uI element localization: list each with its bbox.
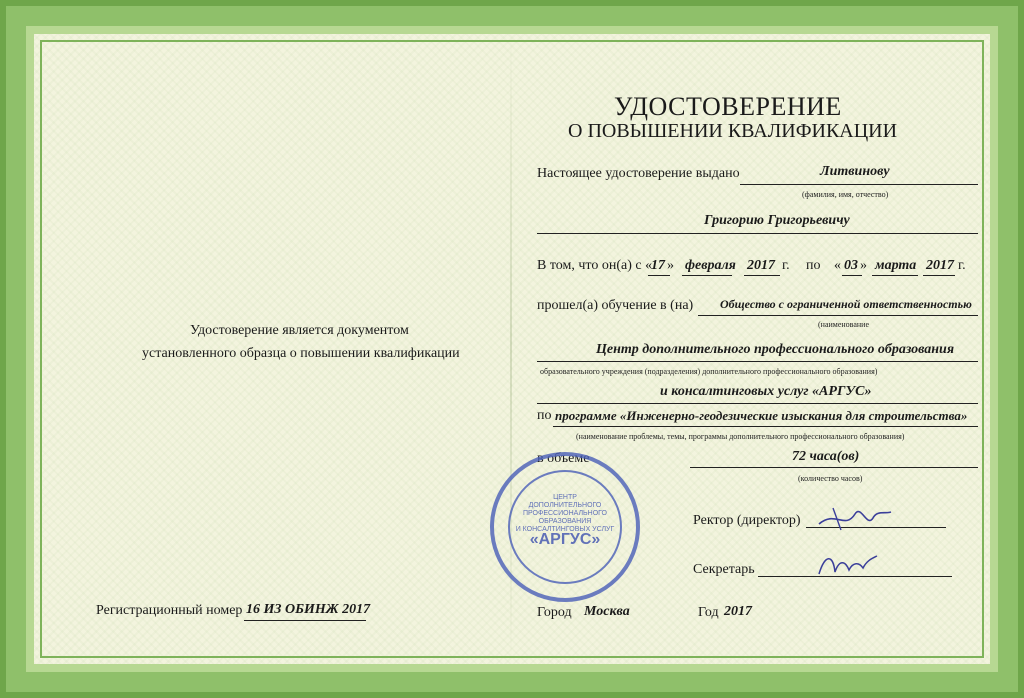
volume-label: в объеме — [537, 451, 590, 466]
rector-label: Ректор (директор) — [693, 513, 801, 528]
trained-label: прошел(а) обучение в (на) — [537, 298, 694, 313]
seal-text-4: ОБРАЗОВАНИЯ — [538, 518, 592, 525]
year-from: 2017 — [747, 258, 775, 273]
program-underline — [553, 426, 978, 427]
hours-value: 72 часа(ов) — [792, 449, 860, 464]
org-line1-underline — [698, 315, 978, 316]
year-from-underline — [744, 275, 780, 276]
seal-name: «АРГУС» — [529, 531, 601, 548]
quote-close-1: » — [667, 258, 674, 273]
issued-label: Настоящее удостоверение выдано — [537, 166, 740, 181]
organization-seal — [490, 452, 640, 602]
month-from: февраля — [685, 258, 736, 273]
rector-signature — [815, 500, 895, 534]
registration-underline — [244, 620, 366, 621]
month-from-underline — [682, 275, 732, 276]
day-to: 03 — [844, 258, 858, 273]
day-to-underline — [842, 275, 862, 276]
month-to-underline — [872, 275, 918, 276]
seal-text-1: ЦЕНТР — [553, 494, 577, 501]
org-line3-underline — [537, 403, 978, 404]
left-description-line2: установленного образца о повышении квалификации — [142, 346, 460, 361]
quote-close-2: » — [860, 258, 867, 273]
org-line1: Общество с ограниченной ответственностью — [720, 297, 972, 311]
surname-caption: (фамилия, имя, отчество) — [802, 190, 889, 199]
name-underline — [537, 233, 978, 234]
seal-text-2: ДОПОЛНИТЕЛЬНОГО — [528, 502, 602, 509]
month-to: марта — [875, 258, 917, 273]
city-value: Москва — [584, 604, 630, 619]
quote-open-2: « — [834, 258, 841, 273]
year-suffix-1: г. — [782, 258, 790, 273]
certificate-title: УДОСТОВЕРЕНИЕ — [614, 92, 842, 121]
year-to-underline — [923, 275, 955, 276]
hours-caption: (количество часов) — [798, 474, 863, 483]
org-caption1: (наименование — [818, 320, 870, 329]
po-label: по — [806, 258, 821, 273]
surname-underline — [740, 184, 978, 185]
program-prefix: по — [537, 408, 552, 423]
org-line2-underline — [537, 361, 978, 362]
city-label: Город — [537, 605, 572, 620]
year-to: 2017 — [926, 258, 954, 273]
year-value: 2017 — [724, 604, 752, 619]
year-suffix-2: г. — [958, 258, 966, 273]
org-line3: и консалтинговых услуг «АРГУС» — [660, 384, 872, 399]
program-caption: (наименование проблемы, темы, программы дополнительного профессионального образования) — [576, 432, 905, 441]
registration-number: 16 ИЗ ОБИНЖ 2017 — [246, 602, 371, 617]
seal-text-5: И КОНСАЛТИНГОВЫХ УСЛУГ — [515, 526, 615, 533]
hours-underline — [690, 467, 978, 468]
certificate-subtitle: О ПОВЫШЕНИИ КВАЛИФИКАЦИИ — [568, 120, 898, 142]
secretary-label: Секретарь — [693, 562, 755, 577]
org-line2: Центр дополнительного профессионального образования — [596, 342, 955, 357]
registration-label: Регистрационный номер — [96, 603, 243, 618]
period-prefix: В том, что он(а) с « — [537, 258, 653, 273]
program-name: программе «Инженерно-геодезические изыскания для строительства» — [555, 408, 968, 423]
year-label: Год — [698, 605, 719, 620]
recipient-surname: Литвинову — [820, 164, 890, 179]
org-caption2: образовательного учреждения (подразделения) дополнительного профессионального образования) — [540, 367, 878, 376]
day-from: 17 — [651, 258, 665, 273]
recipient-name: Григорию Григорьевичу — [704, 213, 850, 228]
seal-text-3: ПРОФЕССИОНАЛЬНОГО — [523, 510, 607, 517]
secretary-signature — [815, 548, 879, 580]
left-description-line1: Удостоверение является документом — [190, 323, 409, 338]
day-from-underline — [648, 275, 670, 276]
